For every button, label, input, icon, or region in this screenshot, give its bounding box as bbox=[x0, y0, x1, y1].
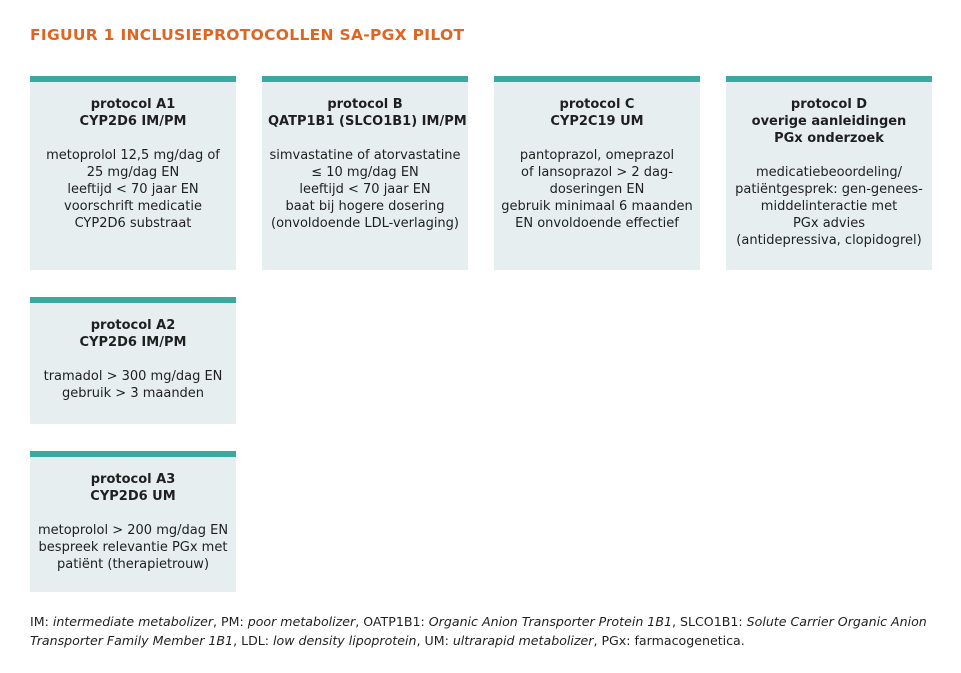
criteria-line: medicatiebeoordeling/ bbox=[756, 165, 902, 180]
footnote-segment: , LDL: bbox=[233, 633, 274, 648]
protocol-heading-line: CYP2D6 UM bbox=[90, 489, 176, 504]
criteria-line: (onvoldoende LDL-verlaging) bbox=[271, 216, 459, 231]
criteria-line: metoprolol > 200 mg/dag EN bbox=[37, 523, 229, 538]
protocol-heading bbox=[500, 96, 694, 130]
footnote-segment: , UM: bbox=[416, 633, 453, 648]
protocol-heading-line: protocol B bbox=[327, 97, 403, 112]
protocol-heading-line: CYP2D6 IM/PM bbox=[79, 114, 187, 129]
protocol-heading-line: protocol A2 bbox=[90, 318, 176, 333]
protocol-heading-line: protocol A3 bbox=[90, 472, 176, 487]
protocol-heading bbox=[36, 96, 230, 130]
protocol-heading-line: overige aanleidingen bbox=[751, 114, 907, 129]
criteria-line: of lansoprazol > 2 dag- bbox=[521, 165, 673, 180]
footnote-segment: , PGx: farmacogenetica. bbox=[593, 633, 745, 648]
protocol-box-a1 bbox=[30, 76, 236, 270]
criteria-line: voorschrift medicatie bbox=[64, 199, 202, 214]
abbreviations-footnote bbox=[30, 612, 935, 650]
criteria-line: leeftijd < 70 jaar EN bbox=[299, 182, 431, 197]
criteria-line: (antidepressiva, clopidogrel) bbox=[736, 233, 922, 248]
protocol-heading bbox=[36, 471, 230, 505]
criteria-line: tramadol > 300 mg/dag EN bbox=[43, 369, 223, 384]
criteria-line: middelinteractie met bbox=[760, 199, 898, 214]
footnote-segment: low density lipoprotein bbox=[273, 633, 417, 648]
protocol-heading-line: QATP1B1 (SLCO1B1) IM/PM bbox=[268, 114, 467, 129]
protocol-box-a2 bbox=[30, 297, 236, 424]
protocol-criteria bbox=[36, 147, 230, 232]
footnote-segment: , SLCO1B1: bbox=[671, 614, 747, 629]
protocol-criteria bbox=[36, 522, 230, 573]
protocol-criteria bbox=[268, 147, 462, 232]
footnote-segment: poor metabolizer bbox=[247, 614, 356, 629]
protocol-heading-line: protocol A1 bbox=[90, 97, 176, 112]
protocol-box-a3 bbox=[30, 451, 236, 592]
protocol-box-c bbox=[494, 76, 700, 270]
protocol-heading-line: protocol C bbox=[559, 97, 635, 112]
protocol-heading bbox=[268, 96, 467, 130]
protocol-heading bbox=[36, 317, 230, 351]
footnote-segment: intermediate metabolizer bbox=[52, 614, 213, 629]
protocol-heading-line: protocol D bbox=[790, 97, 868, 112]
protocol-criteria bbox=[36, 368, 230, 402]
criteria-line: gebruik > 3 maanden bbox=[61, 386, 205, 401]
footnote-segment: Solute Carrier Organic Anion Transporter Family Member 1B1 bbox=[30, 614, 927, 648]
criteria-line: 25 mg/dag EN bbox=[86, 165, 180, 180]
protocol-heading bbox=[732, 96, 926, 147]
criteria-line: baat bij hogere dosering bbox=[285, 199, 445, 214]
protocol-box-b bbox=[262, 76, 468, 270]
protocol-criteria bbox=[732, 164, 926, 249]
criteria-line: patiënt (therapietrouw) bbox=[56, 557, 210, 572]
footnote-segment: Organic Anion Transporter Protein 1B1 bbox=[428, 614, 672, 629]
protocol-heading-line: PGx onderzoek bbox=[774, 131, 884, 146]
protocol-criteria bbox=[500, 147, 694, 232]
criteria-line: metoprolol 12,5 mg/dag of bbox=[46, 148, 220, 163]
criteria-line: simvastatine of atorvastatine bbox=[269, 148, 461, 163]
criteria-line: doseringen EN bbox=[549, 182, 645, 197]
criteria-line: ≤ 10 mg/dag EN bbox=[311, 165, 419, 180]
protocol-heading-line: CYP2D6 IM/PM bbox=[79, 335, 187, 350]
protocol-heading-line: CYP2C19 UM bbox=[550, 114, 644, 129]
footnote-segment: , OATP1B1: bbox=[355, 614, 429, 629]
footnote-segment: , PM: bbox=[213, 614, 248, 629]
criteria-line: leeftijd < 70 jaar EN bbox=[67, 182, 199, 197]
criteria-line: EN onvoldoende effectief bbox=[515, 216, 679, 231]
criteria-line: PGx advies bbox=[792, 216, 866, 231]
footnote-segment: IM: bbox=[30, 614, 53, 629]
criteria-line: pantoprazol, omeprazol bbox=[519, 148, 675, 163]
criteria-line: CYP2D6 substraat bbox=[74, 216, 192, 231]
criteria-line: patiëntgesprek: gen-genees- bbox=[735, 182, 923, 197]
protocol-box-d bbox=[726, 76, 932, 270]
criteria-line: bespreek relevantie PGx met bbox=[38, 540, 228, 555]
criteria-line: gebruik minimaal 6 maanden bbox=[501, 199, 693, 214]
figure-title: FIGUUR 1 INCLUSIEPROTOCOLLEN SA-PGX PILOT bbox=[30, 26, 465, 44]
footnote-segment: ultrarapid metabolizer bbox=[452, 633, 594, 648]
